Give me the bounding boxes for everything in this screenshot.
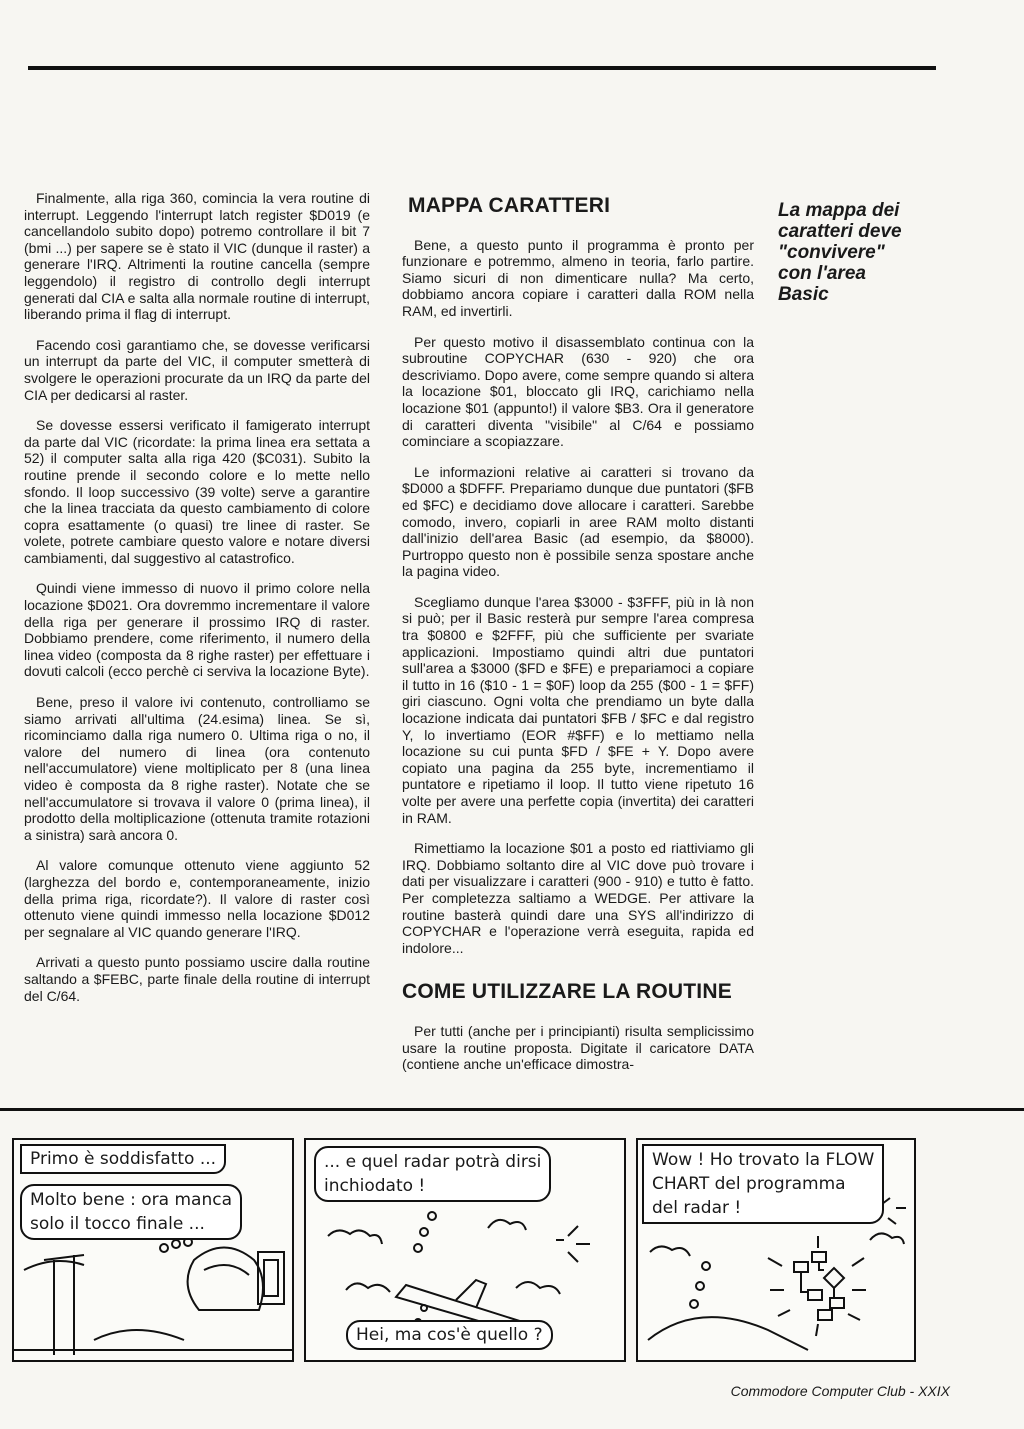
paragraph: Rimettiamo la locazione $01 a posto ed riattiviamo gli IRQ. Dobbiamo soltanto dire al VIC dove può trovare i dati per visualizzare i caratteri (900 - 910) e tutto è fatto. Per completezza saltiamo a WEDGE. Per attivare la routine basterà quindi dare una SYS all'indirizzo di COPYCHAR e l'operazione verrà eseguita, rapida ed indolore...	[402, 840, 754, 956]
left-column	[24, 190, 370, 1018]
paragraph: Per questo motivo il disassemblato continua con la subroutine COPYCHAR (630 - 920) che ora descriviamo. Dopo avere, come sempre quando si altera la locazione $01, bloccato gli IRQ, carichiamo nella locazione $01 (appunto!) il valore $B3. Ora il generatore di caratteri diventa "visibile" al C/64 e possiamo cominciare a scopiazzare.	[402, 333, 754, 450]
paragraph: Al valore comunque ottenuto viene aggiunto 52 (larghezza del bordo e, contemporaneamente, inizio della prima riga, ricordate?). Il valore di raster così ottenuto viene quindi immesso nella locazione $D012 per segnalare al VIC quando generare l'IRQ.	[24, 857, 370, 940]
bubble-line: CHART del programma	[652, 1174, 846, 1194]
page-footer: Commodore Computer Club - XXIX	[730, 1383, 950, 1399]
comic-panel-1	[12, 1138, 294, 1362]
bubble-line: solo il tocco finale ...	[30, 1214, 205, 1234]
paragraph: Per tutti (anche per i principianti) risulta semplicissimo usare la routine proposta. Digitate il caricatore DATA (contiene anche un'efficace dimostra-	[402, 1022, 754, 1073]
pull-quote-line: Basic	[778, 284, 829, 305]
paragraph: Facendo così garantiamo che, se dovesse verificarsi un interrupt da parte del VIC, il computer smetterà di svolgere le operazioni procurate da un IRQ da parte del CIA per dedicarsi al raster.	[24, 336, 370, 403]
speech-bubble	[642, 1144, 884, 1224]
top-rule	[28, 66, 936, 70]
speech-bubble	[20, 1184, 242, 1240]
bubble-line: Molto bene : ora manca	[30, 1190, 233, 1210]
speech-bubble	[314, 1146, 551, 1202]
paragraph: Bene, preso il valore ivi contenuto, controlliamo se siamo arrivati all'ultima (24.esima) linea. Se sì, ricominciamo dalla riga numero 0. Ultima riga o no, il valore del numero di linea (ora contenuto nell'accumulatore) viene moltiplicato per 8 (una linea video è composta da 8 righe raster). Notate che se nell'accumulatore si trovava il valore 0 (prima linea), il prodotto della moltiplicazione (ottenuta tramite rotazioni a sinistra) sarà ancora 0.	[24, 694, 370, 843]
pull-quote-line: caratteri deve	[778, 221, 902, 242]
comic-panel-3	[636, 1138, 916, 1362]
paragraph: Se dovesse essersi verificato il famigerato interrupt da parte dal VIC (ricordate: la prima linea era settata a 52) il computer salta alla riga 420 ($C031). Subito la routine prende il secondo colore e lo mette nello sfondo. Il loop successivo (39 volte) serve a garantire che la linea tracciata da questo cambiamento di colore copra esattamente (o quasi) tre linee di raster. Se volete, potrete cambiare questo valore e notare diversi cambiamenti, dal suggestivo al catastrofico.	[24, 417, 370, 566]
sidebar-pull-quote	[778, 200, 978, 305]
section-heading-routine: COME UTILIZZARE LA ROUTINE	[402, 980, 732, 1004]
paragraph: Arrivati a questo punto possiamo uscire dalla routine saltando a $FEBC, parte finale della routine di interrupt del C/64.	[24, 954, 370, 1004]
pull-quote-line: La mappa dei	[778, 200, 900, 221]
bubble-line: inchiodato !	[324, 1176, 426, 1196]
pull-quote-line: "convivere"	[778, 242, 885, 263]
paragraph: Le informazioni relative ai caratteri si trovano da $D000 a $DFFF. Prepariamo dunque due puntatori ($FB ed $FC) e decidiamo dove allocare i caratteri. Sarebbe comodo, invero, copiarli in aree RAM molto distanti dall'inizio dell'area Basic (ad esempio, da $8000). Purtroppo questo non è possibile senza spostare anche la pagina video.	[402, 463, 754, 580]
middle-column	[402, 194, 754, 1087]
paragraph: Bene, a questo punto il programma è pronto per funzionare e potremmo, almeno in teoria, farlo partire. Siamo sicuri di non dimenticare nulla? Ma certo, dobbiamo ancora copiare i caratteri dalla ROM nella RAM, ed invertirli.	[402, 236, 754, 319]
speech-bubble: Primo è soddisfatto ...	[20, 1144, 226, 1174]
paragraph: Finalmente, alla riga 360, comincia la vera routine di interrupt. Leggendo l'interrupt latch register $D019 (e cancellandolo subito dopo) potremo controllare il bit 7 (bmi ...) per sapere se è stato il VIC (dunque il raster) a generare l'IRQ. Altrimenti la routine cancella (sempre leggendolo) il registro di controllo degli interrupt generati dal CIA e salta alla normale routine di interrupt, liberando prima il flag di interrupt.	[24, 190, 370, 323]
bubble-line: Wow ! Ho trovato la FLOW	[652, 1150, 875, 1170]
comic-panel-2	[304, 1138, 626, 1362]
section-heading-mappa: MAPPA CARATTERI	[408, 194, 611, 217]
paragraph: Quindi viene immesso di nuovo il primo colore nella locazione $D021. Ora dovremmo incrementare il valore della riga per generare il prossimo IRQ di raster. Dobbiamo prendere, come riferimento, il numero della linea video (composta da 8 righe raster) per effettuare i dovuti calcoli (ecco perchè ci serviva la locazione Byte).	[24, 580, 370, 680]
bubble-line: del radar !	[652, 1198, 742, 1218]
bubble-line: ... e quel radar potrà dirsi	[324, 1152, 542, 1172]
bottom-rule	[0, 1108, 1024, 1111]
speech-bubble: Hei, ma cos'è quello ?	[346, 1320, 553, 1350]
pull-quote-line: con l'area	[778, 263, 866, 284]
paragraph: Scegliamo dunque l'area $3000 - $3FFF, più in là non si può; per il Basic resterà pur sempre l'area compresa tra $0800 e $2FFF, più che sufficiente per svariate applicazioni. Impostiamo quindi altri due puntatori sull'area a $3000 ($FD e $FE) e prepariamoci a copiare il tutto in 16 ($10 - 1 = $0F) loop da 255 ($00 - 1 = $FF) giri ciascuno. Ogni volta che prendiamo un byte dalla locazione indicata dai puntatori $FB / $FC e dal registro Y, lo invertiamo (EOR #$FF) e lo mettiamo nella locazione su cui punta $FD / $FE + Y. Dopo avere copiato una pagina da 255 byte, incrementiamo il puntatore e ripetiamo il loop. Il tutto viene ripetuto 16 volte per avere una perfette copia (invertita) dei caratteri in RAM.	[402, 593, 754, 826]
